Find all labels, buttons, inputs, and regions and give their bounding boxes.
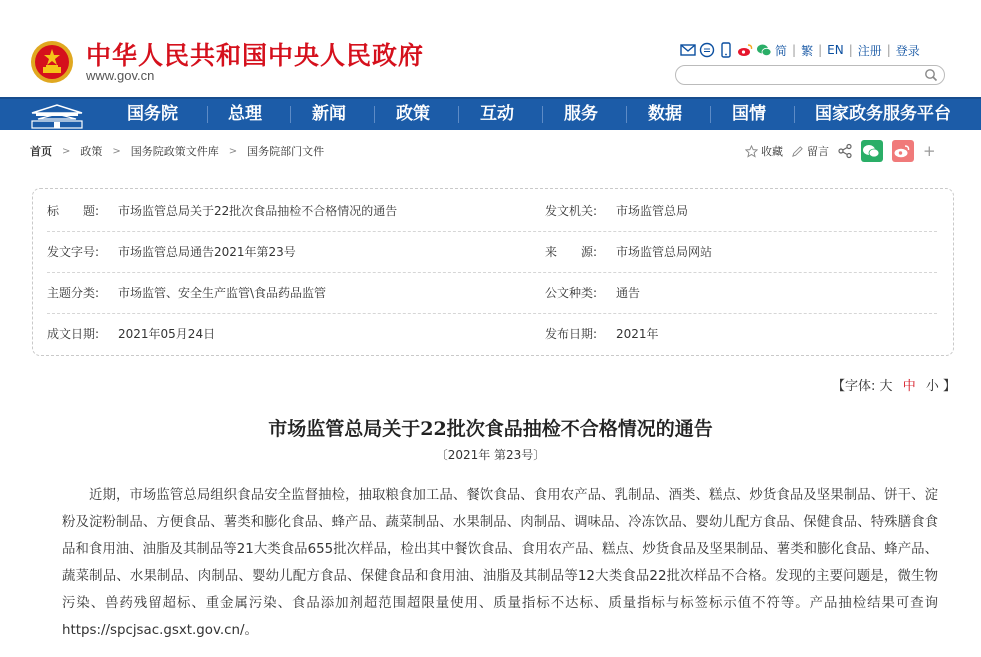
chevron-right-icon: >	[112, 145, 121, 157]
created-date-label: 成文日期:	[47, 327, 100, 341]
title-label: 标 题:	[47, 204, 100, 218]
weibo-share-icon[interactable]	[892, 140, 914, 162]
nav-divider	[542, 106, 543, 123]
article-title: 市场监管总局关于22批次食品抽检不合格情况的通告	[268, 418, 713, 440]
info-row	[47, 191, 937, 232]
breadcrumb-department-files[interactable]: 国务院部门文件	[247, 145, 325, 158]
document-info-table	[32, 188, 954, 356]
wechat-share-icon[interactable]	[861, 140, 883, 162]
register-link[interactable]: 注册	[857, 43, 882, 58]
nav-item-policy[interactable]: 政策	[396, 104, 430, 124]
plus-icon[interactable]: +	[923, 142, 936, 160]
mobile-icon[interactable]	[718, 42, 734, 58]
breadcrumb-policy[interactable]: 政策	[80, 145, 103, 158]
nav-divider	[794, 106, 795, 123]
mail-icon[interactable]	[680, 42, 696, 58]
font-size-label: 【字体:	[832, 379, 876, 394]
font-size-selector	[832, 375, 956, 394]
separator: |	[818, 43, 823, 57]
edit-icon	[791, 145, 804, 158]
article-number: 〔2021年 第23号〕	[435, 448, 546, 462]
nav-item-gov-service-platform[interactable]: 国家政务服务平台	[815, 104, 951, 124]
title-value: 市场监管总局关于22批次食品抽检不合格情况的通告	[118, 204, 398, 218]
weibo-icon[interactable]	[737, 42, 753, 58]
breadcrumb	[30, 143, 324, 159]
nav-item-state-council[interactable]: 国务院	[127, 104, 178, 124]
traditional-link[interactable]: 繁	[801, 43, 814, 58]
nav-item-services[interactable]: 服务	[564, 104, 598, 124]
star-icon	[745, 145, 758, 158]
search-icon[interactable]	[924, 68, 938, 82]
comment-label: 留言	[807, 145, 829, 158]
search-box	[675, 65, 945, 85]
doctype-label: 公文种类:	[545, 286, 598, 300]
breadcrumb-home[interactable]: 首页	[30, 145, 52, 158]
comment-button[interactable]	[791, 143, 829, 159]
share-tools	[745, 140, 936, 162]
favorite-label: 收藏	[761, 145, 783, 158]
favorite-button[interactable]	[745, 143, 783, 159]
message-icon[interactable]	[699, 42, 715, 58]
category-value: 市场监管、安全生产监管\食品药品监管	[118, 286, 327, 300]
published-date-label: 发布日期:	[545, 327, 598, 341]
nav-item-data[interactable]: 数据	[648, 104, 682, 124]
nav-item-national-info[interactable]: 国情	[732, 104, 766, 124]
source-value: 市场监管总局网站	[616, 245, 713, 259]
login-link[interactable]: 登录	[895, 43, 920, 58]
info-row	[47, 314, 937, 355]
font-size-small[interactable]: 小	[925, 379, 939, 394]
chevron-right-icon: >	[62, 145, 71, 157]
national-emblem-icon[interactable]	[30, 40, 74, 84]
breadcrumb-policy-library[interactable]: 国务院政策文件库	[130, 145, 219, 158]
nav-item-interaction[interactable]: 互动	[480, 104, 514, 124]
nav-divider	[710, 106, 711, 123]
nav-item-premier[interactable]: 总理	[228, 104, 262, 124]
english-link[interactable]: EN	[827, 43, 844, 57]
doctype-value: 通告	[616, 286, 641, 300]
utility-bar	[680, 41, 920, 59]
source-label: 来 源:	[545, 245, 598, 259]
docno-label: 发文字号:	[47, 245, 100, 259]
info-row	[47, 232, 937, 273]
created-date-value: 2021年05月24日	[118, 327, 216, 341]
chevron-right-icon: >	[228, 145, 238, 157]
separator: |	[848, 43, 853, 57]
site-url[interactable]: www.gov.cn	[86, 68, 155, 83]
separator: |	[886, 43, 891, 57]
docno-value: 市场监管总局通告2021年第23号	[118, 245, 296, 259]
wechat-icon[interactable]	[756, 42, 772, 58]
share-icon[interactable]	[837, 143, 853, 159]
simplified-link[interactable]: 简	[775, 43, 788, 58]
font-size-close: 】	[943, 379, 957, 394]
category-label: 主题分类:	[47, 286, 100, 300]
nav-divider	[374, 106, 375, 123]
font-size-large[interactable]: 大	[879, 379, 893, 394]
main-nav	[0, 97, 981, 130]
article-body: 近期，市场监管总局组织食品安全监督抽检，抽取粮食加工品、餐饮食品、食用农产品、乳制品、酒类、糕点、炒货食品及坚果制品、饼干、淀粉及淀粉制品、方便食品、薯类和膨化食品、蜂产品、蔬菜制品、水果制品、肉制品、调味品、冷冻饮品、婴幼儿配方食品、保健食品、特殊膳食食品和食用油、油脂及其制品等21大类食品655批次样品，检出其中餐饮食品、食用农产品、糕点、炒货食品及坚果制品、薯类和膨化食品、蜂产品、蔬菜制品、水果制品、肉制品、婴幼儿配方食品、保健食品和食用油、油脂及其制品等12大类食品22批次样品不合格。发现的主要问题是，微生物污染、兽药残留超标、重金属污染、食品添加剂超范围超限量使用、质量指标不达标、质量指标与标签标示值不符等。产品抽检结果可查询https://spcjsac.gsxt.gov.cn/。	[62, 488, 938, 638]
info-row	[47, 273, 937, 314]
nav-divider	[626, 106, 627, 123]
nav-divider	[458, 106, 459, 123]
issuer-value: 市场监管总局	[616, 204, 689, 218]
nav-divider	[290, 106, 291, 123]
site-header	[0, 0, 981, 97]
nav-item-news[interactable]: 新闻	[312, 104, 346, 124]
issuer-label: 发文机关:	[545, 204, 598, 218]
published-date-value: 2021年	[616, 327, 659, 341]
separator: |	[792, 43, 797, 57]
tiananmen-logo-icon[interactable]	[28, 101, 86, 129]
nav-divider	[207, 106, 208, 123]
font-size-medium[interactable]: 中	[902, 379, 916, 394]
site-title[interactable]: 中华人民共和国中央人民政府	[86, 41, 425, 70]
search-input[interactable]	[686, 67, 906, 83]
